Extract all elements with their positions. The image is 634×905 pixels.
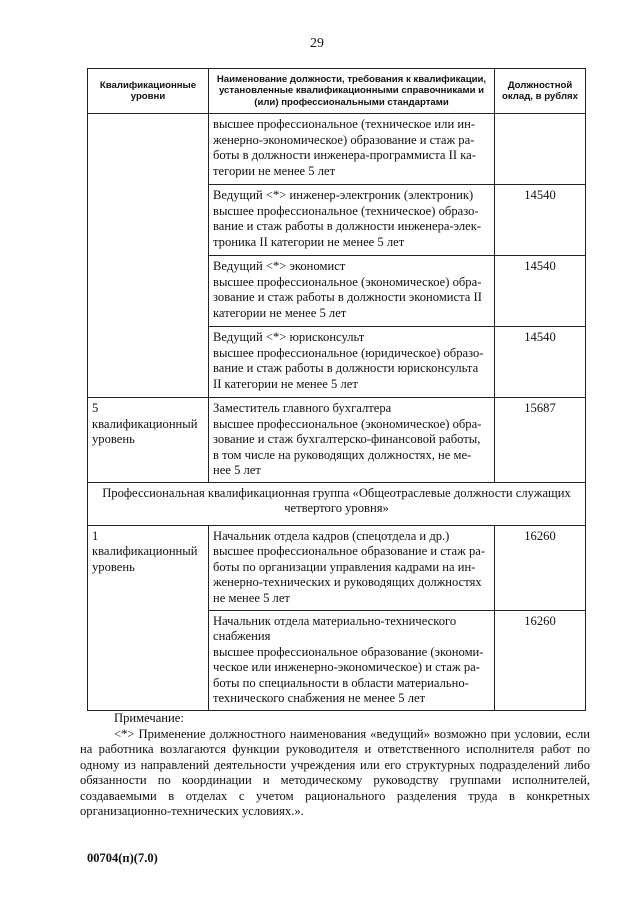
document-code: 00704(п)(7.0) [87, 851, 158, 865]
salary-cell-empty [495, 114, 586, 185]
salary-cell: 14540 [495, 256, 586, 327]
table-row [88, 398, 586, 483]
salary-cell: 14540 [495, 185, 586, 256]
header-level: Квалификационные уровни [88, 69, 209, 114]
salary-cell: 14540 [495, 327, 586, 398]
level-cell-empty [88, 114, 209, 398]
header-salary: Должностной оклад, в рублях [495, 69, 586, 114]
table-header-row [88, 69, 586, 114]
position-cell: Ведущий <*> юрисконсульт высшее профессиональное (юридическое) образо- вание и стаж работы в должности юрисконсульта II категории не менее 5 лет [209, 327, 495, 398]
position-cell: Ведущий <*> инженер-электроник (электроник) высшее профессиональное (техническое) образо- вание и стаж работы в должности инженера-элек- троника II категории не менее 5 лет [209, 185, 495, 256]
qualification-group-title: Профессиональная квалификационная группа «Общеотраслевые должности служащих четвертого уровня» [88, 482, 586, 525]
position-cell: Начальник отдела материально-технического снабжения высшее профессиональное образование (экономи- ческое или инженерно-экономическое) и стаж ра- боты по специальности в области материально- технического снабжения не менее 5 лет [209, 610, 495, 710]
level-cell: 1 квалификационный уровень [88, 525, 209, 710]
footnote [80, 711, 590, 820]
qualification-table [87, 68, 586, 711]
salary-cell: 16260 [495, 610, 586, 710]
note-title: Примечание: [114, 711, 184, 725]
salary-cell: 15687 [495, 398, 586, 483]
position-cell: высшее профессиональное (техническое или ин- женерно-экономическое) образование и стаж ра- боты в должности инженера-программиста II ка- тегории не менее 5 лет [209, 114, 495, 185]
group-header-row [88, 482, 586, 525]
salary-cell: 16260 [495, 525, 586, 610]
position-cell: Ведущий <*> экономист высшее профессиональное (экономическое) обра- зование и стаж работы в должности экономиста II категории не менее 5 лет [209, 256, 495, 327]
table-row [88, 525, 586, 610]
note-text: <*> Применение должностного наименования «ведущий» возможно при условии, если на работника возлагаются функции руководителя и ответственного исполнителя работ по одному из направлений деятельности учреждения или его структурных подразделений либо обязанности по координации и методическому руководству группами исполнителей, создаваемыми в отделах с учетом рационального разделения труда в конкретных организационно-технических условиях.». [80, 726, 590, 818]
level-cell: 5 квалификационный уровень [88, 398, 209, 483]
position-cell: Заместитель главного бухгалтера высшее профессиональное (экономическое) обра- зование и стаж бухгалтерско-финансовой работы, в том числе на руководящих должностях, не ме- нее 5 лет [209, 398, 495, 483]
table-row [88, 114, 586, 185]
header-position: Наименование должности, требования к квалификации, установленные квалификационными справочниками и (или) профессиональными стандартами [209, 69, 495, 114]
page-number: 29 [310, 36, 324, 51]
position-cell: Начальник отдела кадров (спецотдела и др.) высшее профессиональное образование и стаж ра- боты по организации управления кадрами на ин- женерно-технических и руководящих должностях не менее 5 лет [209, 525, 495, 610]
